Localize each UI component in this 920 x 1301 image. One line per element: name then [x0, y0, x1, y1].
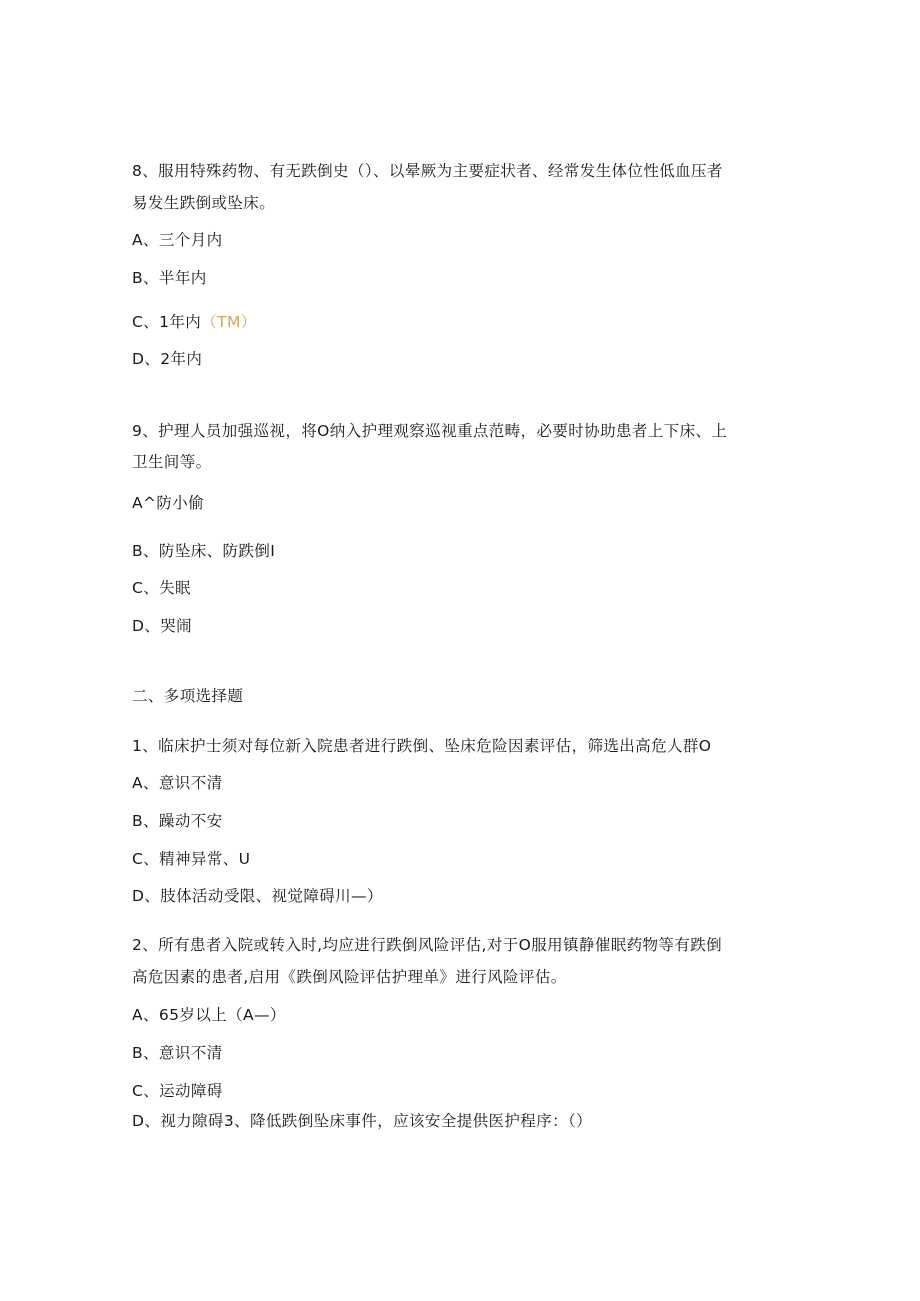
m1-option-d: D、肢体活动受限、视觉障碍川—） [132, 887, 383, 905]
q8-stem-line-2: 易发生跌倒或坠床。 [132, 194, 276, 212]
q8-option-c [132, 312, 257, 332]
m2-stem-line-1: 2、所有患者入院或转入时,均应进行跌倒风险评估,对于O服用镇静催眠药物等有跌倒 [132, 936, 723, 954]
q9-option-a: A^防小偷 [132, 494, 205, 512]
q9-stem-line-2: 卫生间等。 [132, 453, 212, 471]
m2-option-b: B、意识不清 [132, 1044, 223, 1062]
q8-option-b: B、半年内 [132, 269, 207, 287]
section-title: 二、多项选择题 [132, 687, 244, 705]
q9-option-d: D、哭闹 [132, 617, 193, 635]
q9-option-c: C、失眠 [132, 579, 191, 597]
m1-option-b: B、躁动不安 [132, 812, 223, 830]
q8-option-c-mark: （TM） [201, 313, 257, 331]
q8-stem-line-1: 8、服用特殊药物、有无跌倒史（）、以晕厥为主要症状者、经常发生体位性低血压者 [132, 162, 723, 180]
q9-option-b: B、防坠床、防跌倒I [132, 542, 276, 560]
q8-option-c-text: C、1年内 [132, 313, 202, 331]
m1-option-c: C、精神异常、U [132, 850, 251, 868]
q8-option-d: D、2年内 [132, 350, 203, 368]
m1-option-a: A、意识不清 [132, 774, 223, 792]
m2-option-a: A、65岁以上（A—） [132, 1006, 286, 1024]
m1-stem: 1、临床护士须对每位新入院患者进行跌倒、坠床危险因素评估，筛选出高危人群O [132, 737, 712, 755]
m2-option-c: C、运动障碍 [132, 1082, 223, 1100]
m2-stem-line-2: 高危因素的患者,启用《跌倒风险评估护理单》进行风险评估。 [132, 968, 567, 986]
q8-option-a: A、三个月内 [132, 231, 223, 249]
m2-option-d: D、视力隙碍3、降低跌倒坠床事件，应该安全提供医护程序：（） [132, 1112, 593, 1130]
q9-stem-line-1: 9、护理人员加强巡视，将O纳入护理观察巡视重点范畴，必要时协助患者上下床、上 [132, 422, 728, 440]
